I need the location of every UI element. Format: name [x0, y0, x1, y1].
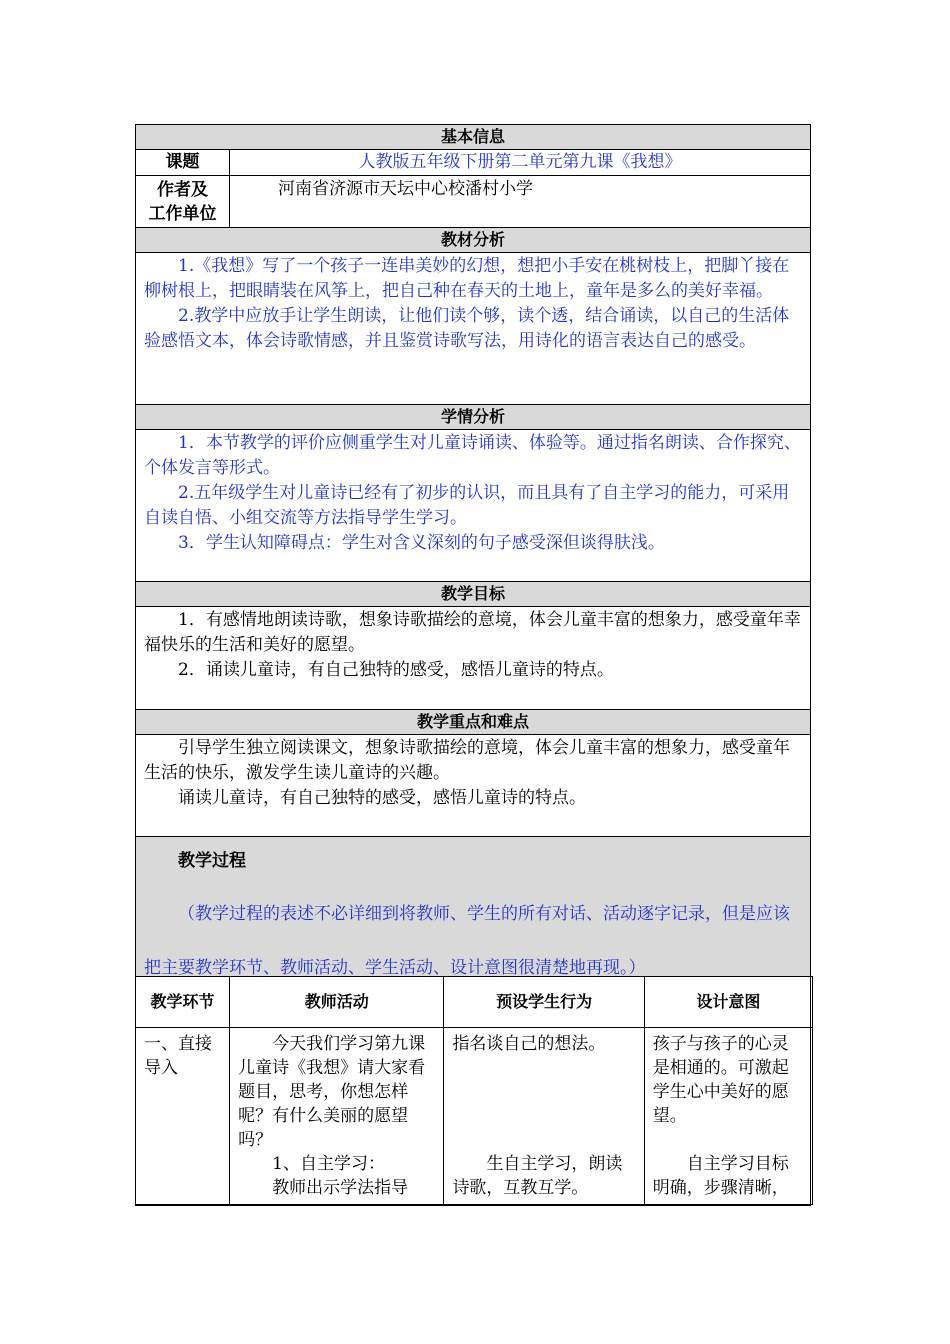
basic-info-header: 基本信息 — [136, 125, 810, 150]
student-paragraph: 2.五年级学生对儿童诗已经有了初步的认识，而且具有了自主学习的能力，可采用自读自悟、小组交流等方法指导学生学习。 — [144, 483, 790, 528]
material-paragraph: 1.《我想》写了一个孩子一连串美妙的幻想，想把小手安在桃树枝上，把脚丫接在柳树根上，把眼睛装在风筝上，把自己种在春天的土地上，童年是多么的美好幸福。 — [144, 256, 790, 301]
design-intent-cell — [644, 1028, 812, 1205]
column-header-student: 预设学生行为 — [444, 977, 644, 1028]
author-label-line2: 工作单位 — [148, 204, 217, 224]
author-value: 河南省济源市天坛中心校潘村小学 — [278, 179, 533, 199]
author-label — [136, 176, 230, 227]
goals-header: 教学目标 — [136, 582, 810, 607]
basic-info-section — [135, 124, 811, 227]
material-analysis-header: 教材分析 — [136, 228, 810, 253]
goal-paragraph: 2．诵读儿童诗，有自己独特的感受，感悟儿童诗的特点。 — [178, 660, 614, 680]
student-text: 生自主学习，朗读诗歌，互教互学。 — [452, 1154, 623, 1198]
student-text: 指名谈自己的想法。 — [452, 1034, 606, 1054]
process-intro — [136, 837, 810, 976]
column-header-stage: 教学环节 — [136, 977, 230, 1028]
key-points-section — [135, 709, 811, 836]
teacher-text: 今天我们学习第九课儿童诗《我想》请大家看题目，思考，你想怎样呢？有什么美丽的愿望吗？ — [238, 1034, 426, 1150]
lesson-plan-document — [135, 124, 811, 1206]
goals-body — [136, 607, 810, 709]
student-behavior-cell — [444, 1028, 644, 1205]
student-paragraph: 3．学生认知障碍点：学生对含义深刻的句子感受深但谈得肤浅。 — [178, 533, 665, 553]
key-point-paragraph: 引导学生独立阅读课文，想象诗歌描绘的意境，体会儿童丰富的想象力，感受童年生活的快乐，激发学生读儿童诗的兴趣。 — [144, 738, 790, 783]
topic-label: 课题 — [136, 150, 230, 175]
student-analysis-body — [136, 430, 810, 581]
key-points-header: 教学重点和难点 — [136, 710, 810, 735]
intent-text: 自主学习目标明确，步骤清晰， — [652, 1154, 789, 1198]
material-analysis-body — [136, 253, 810, 404]
goals-section — [135, 581, 811, 709]
teacher-activity-cell — [230, 1028, 444, 1205]
intent-text: 孩子与孩子的心灵是相通的。可激起学生心中美好的愿望。 — [652, 1034, 789, 1126]
student-paragraph: 1．本节教学的评价应侧重学生对儿童诗诵读、体验等。通过指名朗读、合作探究、个体发言等形式。 — [144, 433, 801, 478]
material-paragraph: 2.教学中应放手让学生朗读，让他们读个够，读个透，结合诵读，以自己的生活体验感悟文本，体会诗歌情感，并且鉴赏诗歌写法，用诗化的语言表达自己的感受。 — [144, 306, 790, 351]
process-table — [135, 976, 813, 1205]
key-points-body — [136, 735, 810, 836]
key-point-paragraph: 诵读儿童诗，有自己独特的感受，感悟儿童诗的特点。 — [178, 788, 586, 808]
teacher-text: 教师出示学法指导 — [272, 1178, 409, 1198]
topic-row — [136, 150, 810, 176]
student-analysis-section — [135, 404, 811, 581]
process-note: （教学过程的表述不必详细到将教师、学生的所有对话、活动逐字记录，但是应该把主要教学环节、教师活动、学生活动、设计意图很清楚地再现。） — [144, 904, 790, 978]
topic-value: 人教版五年级下册第二单元第九课《我想》 — [358, 152, 682, 172]
material-analysis-section — [135, 227, 811, 404]
table-row — [136, 1028, 813, 1205]
process-section — [135, 836, 811, 1206]
student-analysis-header: 学情分析 — [136, 405, 810, 430]
stage-cell: 一、直接导入 — [136, 1028, 230, 1205]
column-header-intent: 设计意图 — [644, 977, 812, 1028]
author-row — [136, 176, 810, 227]
column-header-teacher: 教师活动 — [230, 977, 444, 1028]
process-title: 教学过程 — [178, 851, 246, 871]
author-label-line1: 作者及 — [157, 180, 208, 200]
teacher-text: 1、自主学习： — [272, 1154, 385, 1174]
goal-paragraph: 1．有感情地朗读诗歌，想象诗歌描绘的意境，体会儿童丰富的想象力，感受童年幸福快乐的生活和美好的愿望。 — [144, 610, 801, 655]
